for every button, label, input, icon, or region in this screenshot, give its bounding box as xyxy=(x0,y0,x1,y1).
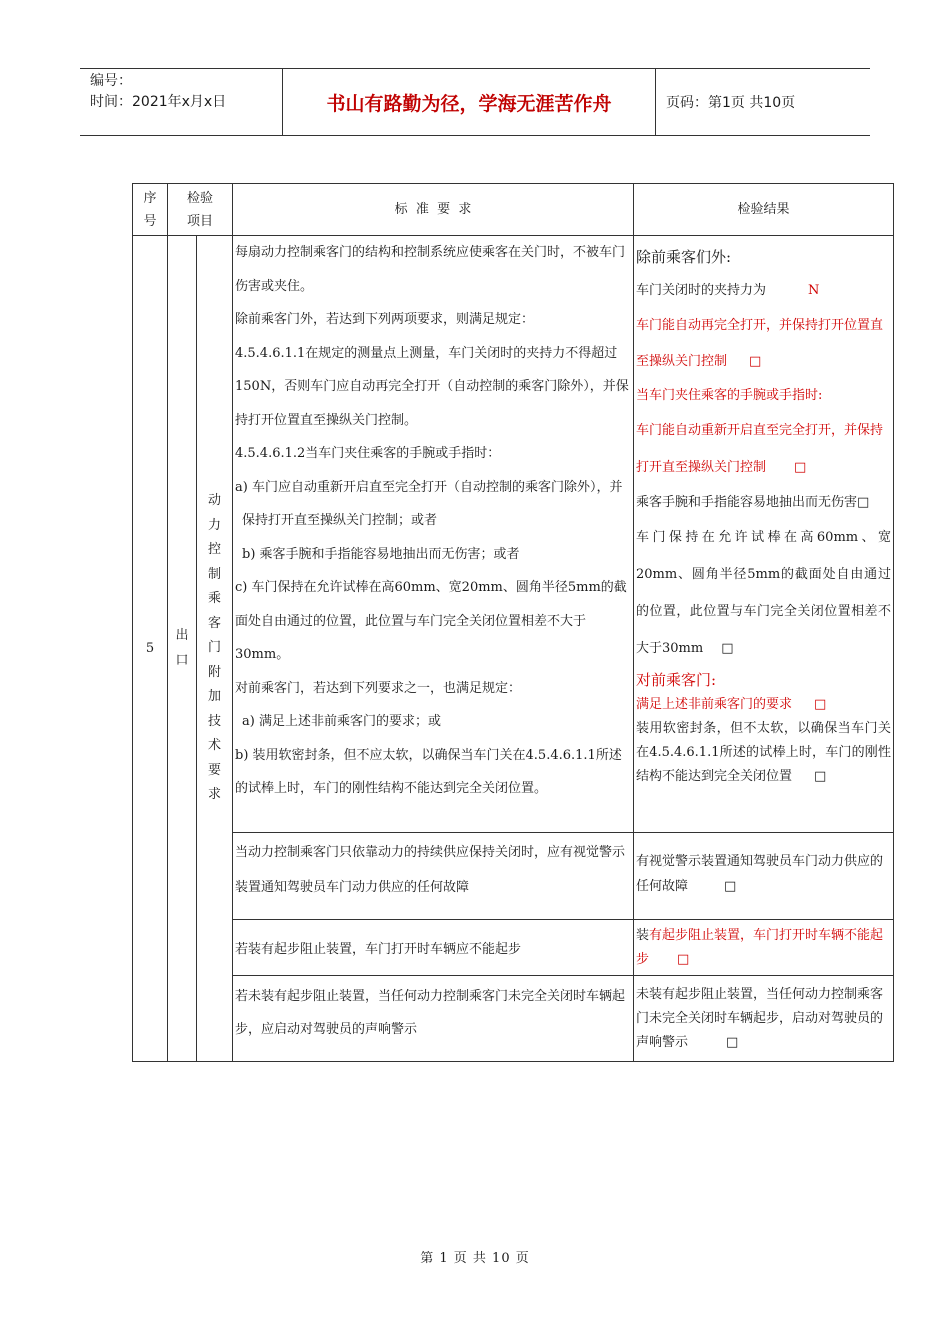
row-seq: 5 xyxy=(133,236,168,1062)
result-cell-main xyxy=(634,236,894,833)
header-page-label: 页码：第1页 共10页 xyxy=(666,95,796,111)
result-line: 当车门夹住乘客的手腕或手指时: xyxy=(636,388,823,403)
standard-line: 对前乘客门，若达到下列要求之一，也满足规定： xyxy=(235,680,522,696)
standard-cell: 当动力控制乘客门只依靠动力的持续供应保持关闭时，应有视觉警示装置通知驾驶员车门动力供应的任何故障 xyxy=(233,833,634,920)
standard-line: b) 乘客手腕和手指能容易地抽出而无伤害；或者 xyxy=(242,546,520,562)
standard-line: 4.5.4.6.1.1在规定的测量点上测量，车门关闭时的夹持力不得超过150N，否则车门应自动再完全打开（自动控制的乘客门除外），并保持打开位置直至操纵关门控制。 xyxy=(235,345,629,428)
checkbox[interactable]: □ xyxy=(677,951,690,967)
checkbox[interactable]: □ xyxy=(721,641,734,656)
standard-line: b) 装用软密封条，但不应太软，以确保当车门关在4.5.4.6.1.1所述的试棒上时，车门的刚性结构不能达到完全关闭位置。 xyxy=(235,747,622,796)
standard-line: a) 车门应自动重新开启直至完全打开（自动控制的乘客门除外），并保持打开直至操纵关门控制；或者 xyxy=(235,479,623,528)
standard-line: 每扇动力控制乘客门的结构和控制系统应使乘客在关门时，不被车门伤害或夹住。 xyxy=(235,245,626,294)
checkbox[interactable]: □ xyxy=(726,1035,739,1050)
header-left xyxy=(80,69,282,135)
row-sub-a: 出口 xyxy=(168,236,197,1062)
standard-cell-main xyxy=(233,236,634,833)
checkbox[interactable]: □ xyxy=(794,460,807,475)
result-line: 乘客手腕和手指能容易地抽出而无伤害□ xyxy=(636,495,870,510)
result-line: 除前乘客们外: xyxy=(636,248,732,266)
header-item: 检验项目 xyxy=(168,184,233,236)
standard-line: a) 满足上述非前乘客门的要求；或 xyxy=(242,714,441,729)
standard-cell: 若未装有起步阻止装置，当任何动力控制乘客门未完全关闭时车辆起步，应启动对驾驶员的声响警示 xyxy=(233,976,634,1062)
page-footer: 第 1 页 共 10 页 xyxy=(420,1251,530,1266)
result-cell: 有视觉警示装置通知驾驶员车门动力供应的任何故障 □ xyxy=(634,833,894,920)
standard-line: 除前乘客门外，若达到下列两项要求，则满足规定： xyxy=(235,312,535,327)
result-line: 车门能自动重新开启直至完全打开，并保持打开直至操纵关门控制 □ xyxy=(636,423,884,475)
checkbox[interactable]: □ xyxy=(749,354,762,369)
checkbox[interactable]: □ xyxy=(814,769,827,784)
standard-cell: 若装有起步阻止装置，车门打开时车辆应不能起步 xyxy=(233,920,634,976)
checkbox[interactable]: □ xyxy=(724,879,737,894)
table-row xyxy=(133,920,894,976)
inspection-table xyxy=(132,183,894,1062)
result-line: 装用软密封条，但不太软，以确保当车门关在4.5.4.6.1.1所述的试棒上时，车门的刚性结构不能达到完全关闭位置 □ xyxy=(636,721,891,784)
table-row xyxy=(133,833,894,920)
result-line: 车门保持在允许试棒在高60mm、宽20mm、圆角半径5mm的截面处自由通过的位置，此位置与车门完全关闭位置相差不大于30mm □ xyxy=(636,530,891,656)
checkbox[interactable]: □ xyxy=(857,495,870,510)
checkbox[interactable]: □ xyxy=(814,697,827,712)
result-line: 车门关闭时的夹持力为 N xyxy=(636,283,820,298)
header-result: 检验结果 xyxy=(634,184,894,236)
result-cell: 装有起步阻止装置，车门打开时车辆不能起步 □ xyxy=(634,920,894,976)
table-row xyxy=(133,976,894,1062)
header-standard: 标 准 要 求 xyxy=(233,184,634,236)
row-sub-b: 动力控制乘客门附加技术要求 xyxy=(197,236,233,1062)
standard-line: 4.5.4.6.1.2当车门夹住乘客的手腕或手指时： xyxy=(235,446,501,461)
header-motto: 书山有路勤为径，学海无涯苦作舟 xyxy=(282,69,656,135)
standard-line: c) 车门保持在允许试棒在高60mm、宽20mm、圆角半径5mm的截面处自由通过的位置，此位置与车门完全关闭位置相差不大于30mm。 xyxy=(235,580,627,662)
result-line: 满足上述非前乘客门的要求 □ xyxy=(636,697,827,712)
result-line: 对前乘客门: xyxy=(636,671,717,689)
table-row xyxy=(133,236,894,833)
table-header-row xyxy=(133,184,894,236)
result-line: 车门能自动再完全打开，并保持打开位置直至操纵关门控制 □ xyxy=(636,318,884,369)
number-label: 编号： xyxy=(90,73,132,89)
time-label: 时间：2021年x月x日 xyxy=(90,94,227,110)
page-header xyxy=(80,68,870,136)
result-cell: 未装有起步阻止装置，当任何动力控制乘客门未完全关闭时车辆起步，启动对驾驶员的声响警示 □ xyxy=(634,976,894,1062)
header-seq: 序号 xyxy=(133,184,168,236)
